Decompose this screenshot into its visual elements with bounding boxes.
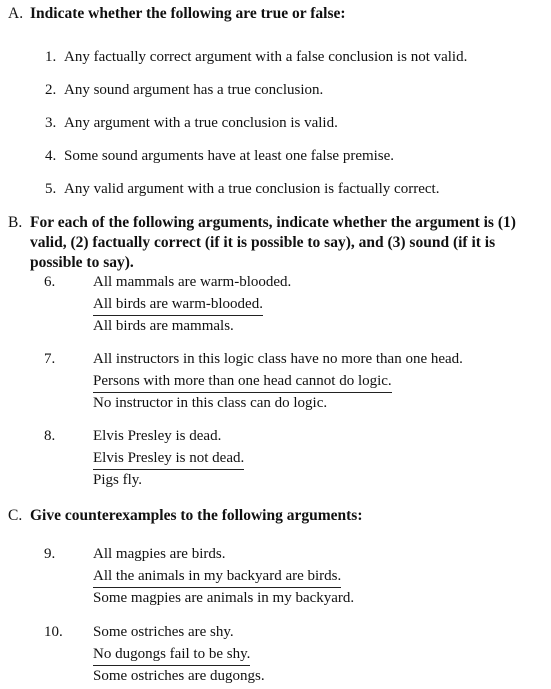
conclusion: No instructor in this class can do logic. [93,395,328,411]
premise-2: All birds are warm-blooded. [93,294,263,316]
section-c-letter: C. [8,507,23,524]
tf-item-5 [45,179,439,199]
item-number: 2. [45,82,57,98]
conclusion: Pigs fly. [93,472,143,488]
argument-number: 8. [44,428,56,444]
item-text: Any factually correct argument with a false conclusion is not valid. [64,49,468,65]
premise-1: Some ostriches are shy. [93,624,234,640]
premise-2: No dugongs fail to be shy. [93,644,250,666]
section-c-title: Give counterexamples to the following arguments: [30,507,363,524]
item-number: 1. [45,49,57,65]
argument-number: 7. [44,351,56,367]
section-b-heading [8,213,530,273]
premise-1: All mammals are warm-blooded. [93,274,292,290]
tf-item-3 [45,113,338,133]
premise-2: Persons with more than one head cannot do logic. [93,371,392,393]
tf-item-2 [45,80,323,100]
argument-lines [93,622,265,688]
premise-1: All magpies are birds. [93,546,226,562]
conclusion: Some ostriches are dugongs. [93,668,265,684]
tf-item-4 [45,146,394,166]
item-text: Any valid argument with a true conclusion is factually correct. [64,181,440,197]
conclusion: Some magpies are animals in my backyard. [93,590,355,606]
item-number: 3. [45,115,57,131]
section-a-heading [8,4,346,24]
premise-1: All instructors in this logic class have no more than one head. [93,351,463,367]
argument-lines [93,426,244,492]
item-text: Any sound argument has a true conclusion. [64,82,324,98]
section-a-title: Indicate whether the following are true or false: [30,5,346,22]
premise-2: All the animals in my backyard are birds. [93,566,341,588]
section-b-letter: B. [8,214,23,231]
item-text: Any argument with a true conclusion is valid. [64,115,338,131]
argument-lines [93,349,463,415]
item-text: Some sound arguments have at least one false premise. [64,148,395,164]
argument-lines [93,272,291,338]
conclusion: All birds are mammals. [93,318,234,334]
tf-item-1 [45,47,467,67]
argument-number: 9. [44,546,56,562]
section-b-title: For each of the following arguments, indicate whether the argument is (1) valid, (2) factually correct (if it is possible to say), and (3) sound (if it is possible to say). [30,214,516,271]
section-c-heading [8,506,363,526]
argument-number: 6. [44,274,56,290]
item-number: 4. [45,148,57,164]
premise-1: Elvis Presley is dead. [93,428,222,444]
item-number: 5. [45,181,57,197]
section-a-letter: A. [8,5,24,22]
argument-lines [93,544,354,610]
argument-number: 10. [44,624,63,640]
premise-2: Elvis Presley is not dead. [93,448,244,470]
